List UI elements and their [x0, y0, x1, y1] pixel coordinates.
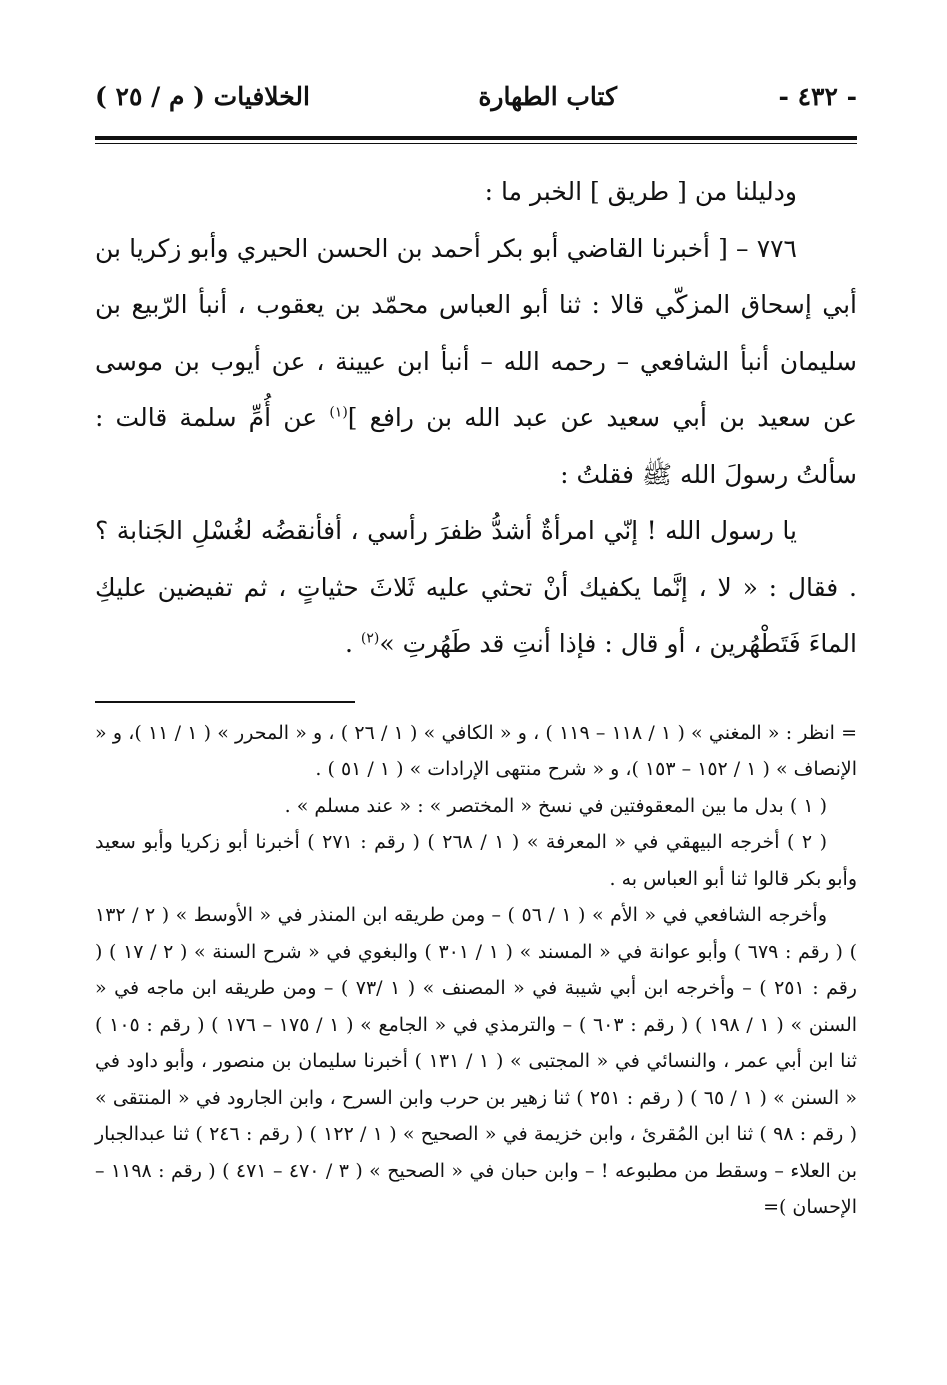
running-header — [95, 70, 857, 128]
volume-part-label: الخلافيات ( م / ٢٥ ) — [95, 82, 310, 111]
header-rule-thin — [95, 143, 857, 144]
matn-end: . — [345, 629, 361, 658]
isnad-text: ٧٧٦ – [ أخبرنا القاضي أبو بكر أحمد بن الحسن الحيري وأبو زكريا بن أبي إسحاق المزكّي قالا : ثنا أبو العباس محمّد بن يعقوب ، أنبأ الرّبيع بن سليمان أنبأ الشافعي – رحمه الله – أنبأ ابن عيينة ، عن أيوب بن موسى عن سعيد بن أبي سعيد عن عبد الله بن رافع ] — [95, 233, 857, 432]
footnote-2-continued: وأخرجه الشافعي في « الأم » ( ١ / ٥٦ ) – ومن طريقه ابن المنذر في « الأوسط » ( ٢ / ١٣٢ ) ( رقم : ٦٧٩ ) وأبو عوانة في « المسند » ( ١ / ٣٠١ ) والبغوي في « شرح السنة » ( ٢ / ١٧ ) ( رقم : ٢٥١ ) – وأخرجه ابن أبي شيبة في « المصنف » ( ١ /٧٣ ) – ومن طريقه ابن ماجه في « السنن » ( ١ / ١٩٨ ) ( رقم : ٦٠٣ ) – والترمذي في « الجامع » ( ١ / ١٧٥ – ١٧٦ ) ( رقم : ١٠٥ ) ثنا ابن أبي عمر ، والنسائي في « المجتبى » ( ١ / ١٣١ ) أخبرنا سليمان بن منصور ، وأبو داود في « السنن » ( ١ / ٦٥ ) ( رقم : ٢٥١ ) ثنا زهير بن حرب وابن السرح ، وابن الجارود في « المنتقى » ( رقم : ٩٨ ) ثنا ابن المُقرئ ، وابن خزيمة في « الصحيح » ( ١ / ١٢٢ ) ( رقم : ٢٤٦ ) ثنا عبدالجبار بن العلاء – وسقط من مطبوعه ! – وابن حبان في « الصحيح » ( ٣ / ٤٧٠ – ٤٧١ ) ( رقم : ١١٩٨ – الإحسان )= — [95, 904, 858, 1218]
narration-intro: عن أُمِّ سلمة قالت : سألتُ رسولَ الله ﷺ فقلتُ : — [95, 403, 857, 489]
book-page — [95, 70, 857, 1226]
footnote-ref-2[interactable]: (٢) — [360, 630, 380, 647]
footnotes — [95, 715, 857, 1226]
hadith-776 — [95, 221, 857, 504]
intro-text: ودليلنا من [ طريق ] الخبر ما : — [484, 177, 797, 206]
matn-text: يا رسول الله ! إنّي امرأةٌ أشدُّ ظفرَ رأسي ، أفأنقضُه لغُسْلِ الجَنابة ؟ . فقال : « لا ، إنَّما يكفيك أنْ تحثي عليه ثَلاثَ حثياتٍ ، ثم تفيضين عليكِ الماءَ فَتَطْهُرين ، أو قال : فإذا أنتِ قد طَهُرتِ » — [95, 516, 857, 658]
footnote-ref-1[interactable]: (١) — [329, 404, 348, 421]
book-title: كتاب الطهارة — [478, 82, 617, 111]
intro-line — [95, 164, 857, 221]
footnote-continued: = انظر : « المغني » ( ١ / ١١٨ – ١١٩ ) ، و « الكافي » ( ١ / ٢٦ ) ، و « المحرر » ( ١ / ١١ )، و « الإنصاف » ( ١ / ١٥٢ – ١٥٣ )، و « شرح منتهى الإرادات » ( ١ / ٥١ ) . — [95, 721, 858, 780]
footnote-2: ( ٢ ) أخرجه البيهقي في « المعرفة » ( ١ / ٢٦٨ ) ( رقم : ٢٧١ ) أخبرنا أبو زكريا وأبو سعيد وأبو بكر قالوا ثنا أبو العباس به . — [95, 831, 857, 890]
page-number: - ٤٣٢ - — [778, 82, 857, 111]
footnote-1: ( ١ ) بدل ما بين المعقوفتين في نسخ « المختصر » : « عند مسلم » . — [284, 794, 827, 817]
hadith-matn — [95, 503, 857, 673]
footnote-separator — [95, 701, 355, 703]
header-rule-thick — [95, 136, 857, 140]
main-text — [95, 164, 857, 673]
